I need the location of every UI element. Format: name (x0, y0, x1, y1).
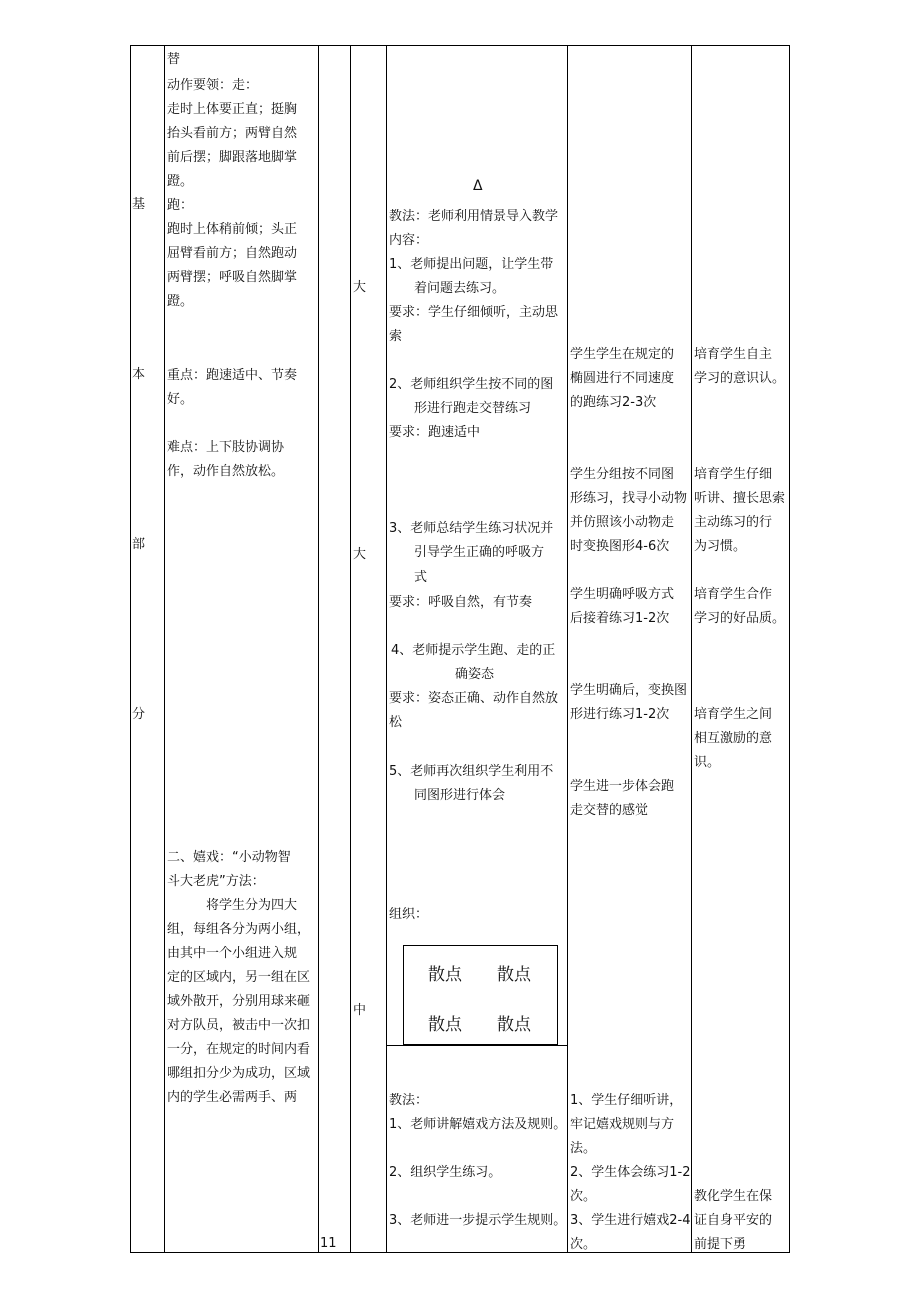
student-line: 走交替的感觉 (570, 803, 649, 818)
teacher-step-4: 4、老师提示学生跑、走的正 (391, 643, 556, 658)
content-line: 动作要领：走： (167, 78, 259, 93)
teacher-step-1: 着问题去练习。 (414, 281, 506, 296)
goal-line: 学习的意识认。 (694, 371, 786, 386)
student-line: 次。 (570, 1237, 597, 1252)
content-line: 跑： (167, 198, 194, 213)
student-line: 学生明确呼吸方式 (570, 587, 675, 602)
teacher-step-3: 引导学生正确的呼吸方 (414, 545, 545, 560)
teacher-step-2: 2、老师组织学生按不同的图 (389, 377, 554, 392)
goal-line: 教化学生在保 (694, 1189, 773, 1204)
student-line: 次。 (570, 1189, 597, 1204)
content-line: 蹬。 (167, 174, 194, 189)
content-line: 两臂摆；呼吸自然脚掌 (167, 270, 298, 285)
game-line: 域外散开，分别用球来砸 (167, 994, 311, 1009)
scatter-formation-diagram (403, 945, 558, 1045)
content-line: 替 (167, 52, 181, 67)
teacher-req-1: 要求：学生仔细倾听，主动思 (389, 305, 559, 320)
section-char-1: 基 (132, 197, 146, 212)
key-point-line-2: 好。 (167, 392, 194, 407)
student-line: 3、学生进行嬉戏2-4 (570, 1213, 691, 1228)
teacher-intro: 教法：老师利用情景导入教学 (389, 209, 559, 224)
goal-line: 主动练习的行 (694, 515, 773, 530)
teacher-req-1: 索 (389, 329, 403, 344)
student-line: 学生明确后，变换图 (570, 683, 688, 698)
student-line: 学生学生在规定的 (570, 347, 675, 362)
student-line: 2、学生体会练习1-2 (570, 1165, 691, 1180)
student-line: 学生进一步体会跑 (570, 779, 675, 794)
game-line: 由其中一个小组进入规 (167, 946, 298, 961)
content-line: 跑时上体稍前倾；头正 (167, 222, 298, 237)
game-line: 一分，在规定的时间内看 (167, 1042, 311, 1057)
goal-line: 识。 (694, 755, 721, 770)
content-line: 抬头看前方；两臂自然 (167, 126, 298, 141)
student-line: 椭圆进行不同速度 (570, 371, 675, 386)
goal-line: 培育学生之间 (694, 707, 773, 722)
content-line: 走时上体要正直；挺胸 (167, 102, 298, 117)
section-char-3: 部 (132, 537, 146, 552)
scatter-label: 散点 (497, 1015, 531, 1035)
student-line: 1、学生仔细听讲， (570, 1093, 683, 1108)
teacher-step-4: 确姿态 (455, 667, 495, 682)
content-line: 屈臂看前方；自然跑动 (167, 246, 298, 261)
scatter-label: 散点 (497, 965, 531, 985)
goal-line: 学习的好品质。 (694, 611, 786, 626)
student-line: 形进行练习1-2次 (570, 707, 670, 722)
goal-line: 相互激励的意 (694, 731, 773, 746)
game-line: 定的区域内，另一组在区 (167, 970, 311, 985)
organization-label: 组织： (389, 907, 429, 922)
teacher-step-2: 形进行跑走交替练习 (414, 401, 532, 416)
game-teacher-step-1: 1、老师讲解嬉戏方法及规则。 (389, 1117, 567, 1132)
student-line: 法。 (570, 1141, 597, 1156)
teacher-intro: 内容： (389, 233, 429, 248)
teacher-req-2: 要求：跑速适中 (389, 425, 481, 440)
student-line: 时变换图形4-6次 (570, 539, 670, 554)
game-line: 将学生分为四大 (206, 898, 298, 913)
section-char-4: 分 (132, 707, 146, 722)
delta-symbol: Δ (473, 178, 483, 194)
student-line: 后接着练习1-2次 (570, 611, 670, 626)
intensity-b: 大 (353, 547, 367, 562)
section-char-2: 本 (132, 367, 146, 382)
game-line: 内的学生必需两手、两 (167, 1090, 298, 1105)
goal-line: 培育学生仔细 (694, 467, 773, 482)
game-line: 哪组扣分少为成功，区域 (167, 1066, 311, 1081)
teacher-step-5: 同图形进行体会 (414, 788, 506, 803)
game-line: 二、嬉戏：“小动物智 (167, 850, 291, 865)
game-line: 组，每组各分为两小组， (167, 922, 311, 937)
teacher-step-5: 5、老师再次组织学生利用不 (389, 764, 554, 779)
key-point-line-1: 重点：跑速适中、节奏 (167, 368, 298, 383)
intensity-c: 中 (353, 1003, 367, 1018)
teacher-step-3: 式 (414, 570, 428, 585)
game-line: 对方队员，被击中一次扣 (167, 1018, 311, 1033)
student-line: 的跑练习2-3次 (570, 395, 657, 410)
scatter-label: 散点 (428, 965, 462, 985)
goal-line: 培育学生自主 (694, 347, 773, 362)
teacher-step-3: 3、老师总结学生练习状况并 (389, 521, 554, 536)
teacher-req-4: 要求：姿态正确、动作自然放 (389, 691, 559, 706)
student-line: 形练习，找寻小动物 (570, 491, 688, 506)
teacher-step-1: 1、老师提出问题，让学生带 (389, 257, 554, 272)
difficulty-line-2: 作，动作自然放松。 (167, 464, 285, 479)
goal-line: 听讲、擅长思索 (694, 491, 786, 506)
scatter-label: 散点 (428, 1015, 462, 1035)
method-label: 教法： (389, 1093, 429, 1108)
game-line: 斗大老虎”方法： (167, 874, 265, 889)
student-line: 学生分组按不同图 (570, 467, 675, 482)
teacher-req-3: 要求：呼吸自然，有节奏 (389, 595, 533, 610)
goal-line: 为习惯。 (694, 539, 747, 554)
content-line: 蹬。 (167, 294, 194, 309)
difficulty-line-1: 难点：上下肢协调协 (167, 440, 285, 455)
time-value: 11 (320, 1236, 337, 1251)
student-line: 牢记嬉戏规则与方 (570, 1117, 675, 1132)
game-teacher-step-2: 2、组织学生练习。 (389, 1165, 502, 1180)
game-teacher-step-3: 3、老师进一步提示学生规则。 (389, 1213, 567, 1228)
goal-line: 证自身平安的 (694, 1213, 773, 1228)
intensity-a: 大 (353, 280, 367, 295)
goal-line: 前提下勇 (694, 1237, 747, 1252)
goal-line: 培育学生合作 (694, 587, 773, 602)
student-line: 并仿照该小动物走 (570, 515, 675, 530)
teacher-req-4: 松 (389, 715, 403, 730)
content-line: 前后摆；脚跟落地脚掌 (167, 150, 298, 165)
